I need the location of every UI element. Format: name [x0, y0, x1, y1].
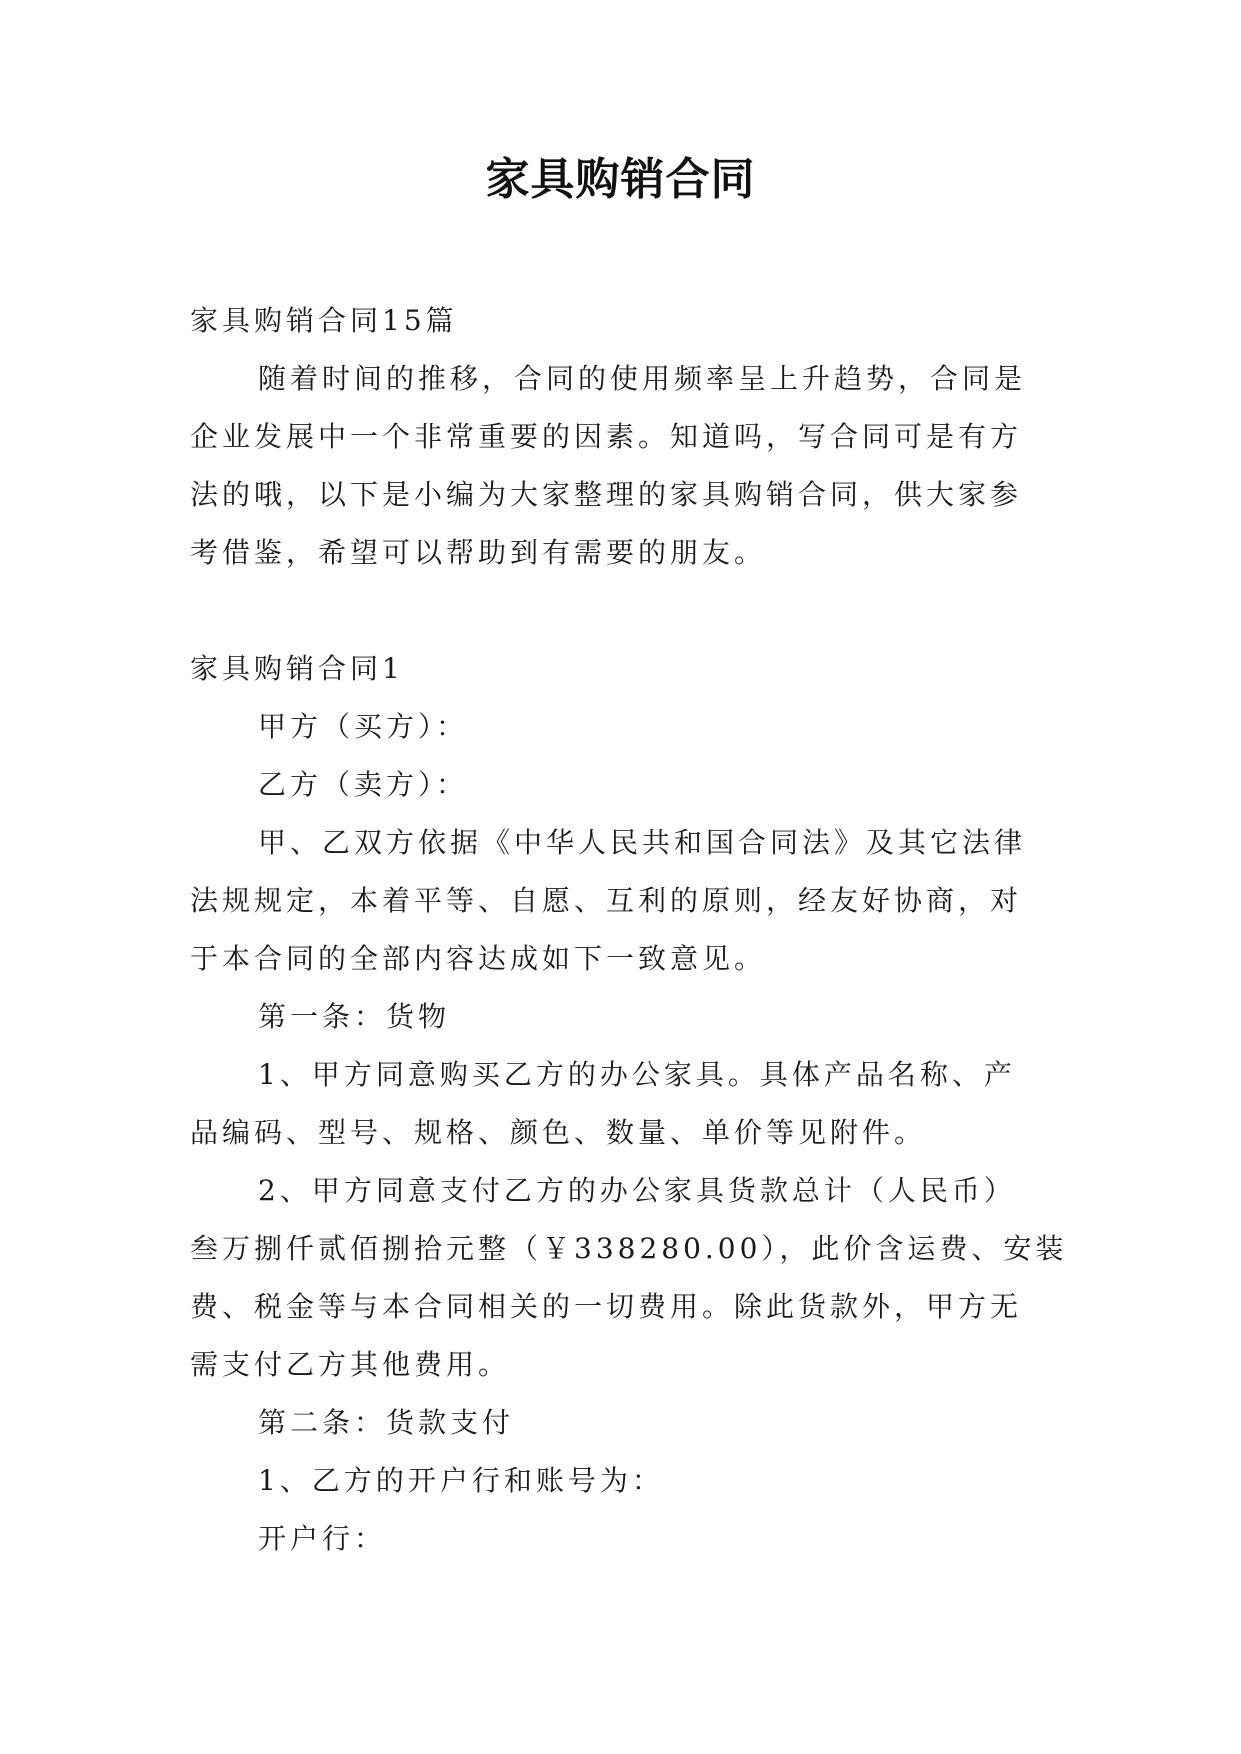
intro-line-2: 企业发展中一个非常重要的因素。知道吗，写合同可是有方: [190, 420, 1023, 453]
party-b-line: 乙方（卖方）：: [258, 768, 469, 801]
document-body: [190, 292, 1068, 1568]
subtitle-line: 家具购销合同15篇: [190, 304, 458, 337]
party-a-line: 甲方（买方）：: [258, 710, 469, 743]
article-1-item-2-line-1: 2、甲方同意支付乙方的办公家具货款总计（人民币）: [258, 1174, 1016, 1207]
bank-line: 开户行：: [258, 1522, 387, 1555]
preamble-line-2: 法规规定，本着平等、自愿、互利的原则，经友好协商，对: [190, 884, 1023, 917]
article-1-heading: 第一条：货物: [258, 1000, 451, 1033]
article-1-item-1-line-1: 1、甲方同意购买乙方的办公家具。具体产品名称、产: [258, 1058, 1016, 1091]
article-2-heading: 第二条：货款支付: [258, 1406, 515, 1439]
intro-line-3: 法的哦，以下是小编为大家整理的家具购销合同，供大家参: [190, 478, 1023, 511]
document-title: 家具购销合同: [485, 154, 756, 205]
contract-heading: 家具购销合同1: [190, 652, 404, 685]
preamble-line-3: 于本合同的全部内容达成如下一致意见。: [190, 942, 767, 975]
preamble-line-1: 甲、乙双方依据《中华人民共和国合同法》及其它法律: [258, 826, 1027, 859]
intro-line-1: 随着时间的推移，合同的使用频率呈上升趋势，合同是: [258, 362, 1027, 395]
paragraph-gap: [190, 582, 1052, 640]
article-2-item-1: 1、乙方的开户行和账号为：: [258, 1464, 664, 1497]
article-1-item-2-line-3: 费、税金等与本合同相关的一切费用。除此货款外，甲方无: [190, 1290, 1023, 1323]
article-1-item-2-line-4: 需支付乙方其他费用。: [190, 1348, 511, 1381]
article-1-item-2-line-2: 叁万捌仟贰佰捌拾元整（￥338280.00），此价含运费、安装: [190, 1232, 1068, 1265]
article-1-item-1-line-2: 品编码、型号、规格、颜色、数量、单价等见附件。: [190, 1116, 927, 1149]
intro-line-4: 考借鉴，希望可以帮助到有需要的朋友。: [190, 536, 767, 569]
